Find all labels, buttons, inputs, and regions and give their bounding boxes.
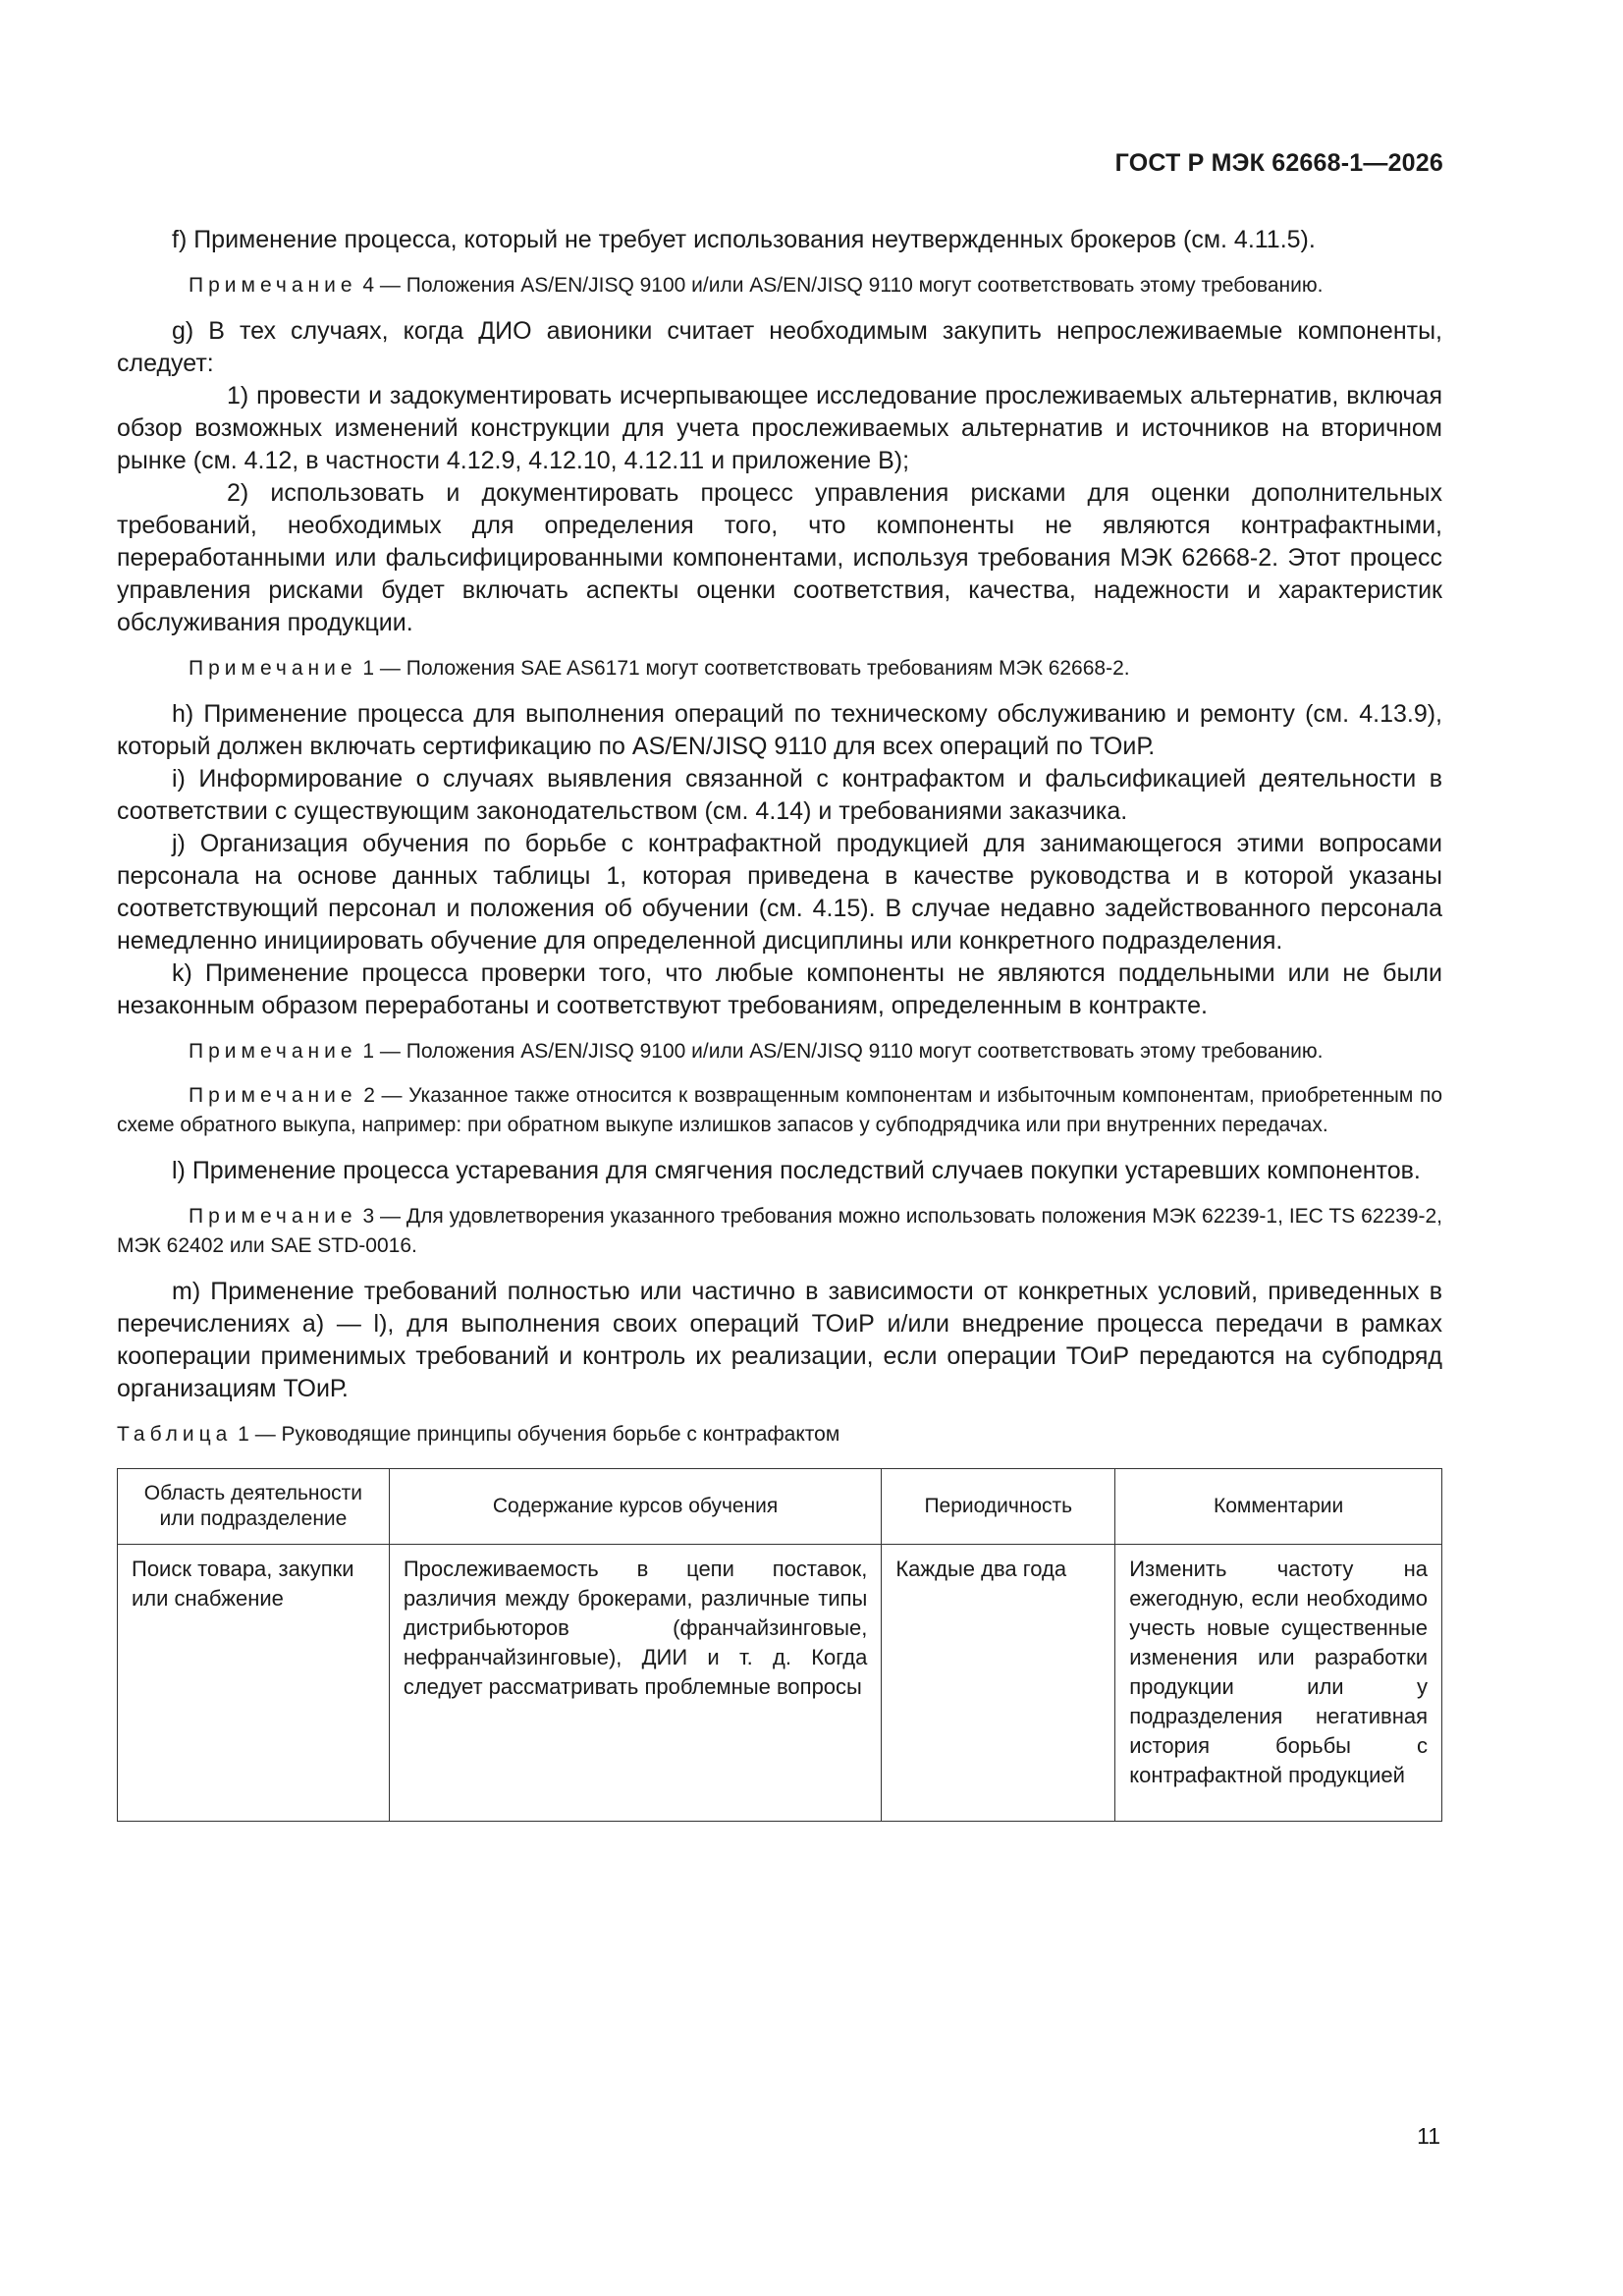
note-k-2 xyxy=(117,1081,1442,1140)
table-cell-content: Прослеживаемость в цепи поставок, различия между брокерами, различные типы дистрибьюторов (франчайзинговые, нефранчайзинговые), ДИИ и т. д. Когда следует рассматривать проблемные вопросы xyxy=(389,1545,882,1822)
item-f: f) Применение процесса, который не требует использования неутвержденных брокеров (см. 4.11.5). xyxy=(172,226,1316,253)
note-k-1 xyxy=(117,1037,1442,1066)
table-cell-frequency: Каждые два года xyxy=(882,1545,1115,1822)
table-caption xyxy=(117,1423,1442,1447)
table-cell-comments: Изменить частоту на ежегодную, если необходимо учесть новые существенные изменения или разработки продукции или у подразделения негативная история борьбы с контрафактной продукцией xyxy=(1115,1545,1442,1822)
document-header-id: ГОСТ Р МЭК 62668-1—2026 xyxy=(1114,149,1443,177)
item-g-1: 1) провести и задокументировать исчерпывающее исследование прослеживаемых альтернатив, включая обзор возможных изменений конструкции для учета прослеживаемых альтернатив и источников на вторичном рынке (см. 4.12, в частности 4.12.9, 4.12.10, 4.12.11 и приложение В); xyxy=(117,382,1442,474)
item-k: k) Применение процесса проверки того, что любые компоненты не являются поддельными или не были незаконным образом переработаны и соответствуют требованиям, определенным в контракте. xyxy=(117,959,1442,1019)
item-j: j) Организация обучения по борьбе с контрафактной продукцией для занимающегося этими вопросами персонала на основе данных таблицы 1, которая приведена в качестве руководства и в которой указаны соответствующий персонал и положения об обучении (см. 4.15). В случае недавно задействованного персонала немедленно инициировать обучение для определенной дисциплины или конкретного подразделения. xyxy=(117,830,1442,955)
table-header-row xyxy=(118,1469,1442,1545)
column-header: Содержание курсов обучения xyxy=(389,1469,882,1545)
column-header: Периодичность xyxy=(882,1469,1115,1545)
page-body xyxy=(117,224,1442,1822)
item-i: i) Информирование о случаях выявления связанной с контрафактом и фальсификацией деятельности в соответствии с существующим законодательством (см. 4.14) и требованиями заказчика. xyxy=(117,765,1442,825)
note-f xyxy=(117,271,1442,301)
note-text: 4 — Положения AS/EN/JISQ 9100 и/или AS/EN/JISQ 9110 могут соответствовать этому требованию. xyxy=(356,274,1324,297)
note-text: 2 — Указанное также относится к возвращенным компонентам и избыточным компонентам, приобретенным по схеме обратного выкупа, например: при обратном выкупе излишков запасов у субподрядчика или при внутренних передачах. xyxy=(117,1084,1442,1136)
item-g: g) В тех случаях, когда ДИО авионики считает необходимым закупить непрослеживаемые компоненты, следует: xyxy=(117,317,1442,377)
training-table xyxy=(117,1468,1442,1822)
table-cell-area: Поиск товара, закупки или снабжение xyxy=(118,1545,390,1822)
note-label: Примечание xyxy=(189,1205,357,1228)
note-label: Примечание xyxy=(189,657,357,680)
note-g xyxy=(117,654,1442,683)
item-h: h) Применение процесса для выполнения операций по техническому обслуживанию и ремонту (см. 4.13.9), который должен включать сертификацию по AS/EN/JISQ 9110 для всех операций по ТОиР. xyxy=(117,700,1442,760)
note-text: 3 — Для удовлетворения указанного требования можно использовать положения МЭК 62239-1, IEC TS 62239-2, МЭК 62402 или SAE STD-0016. xyxy=(117,1205,1442,1257)
note-label: Примечание xyxy=(189,1084,357,1107)
item-g-2: 2) использовать и документировать процесс управления рисками для оценки дополнительных требований, необходимых для определения того, что компоненты не являются контрафактными, переработанными или фальсифицированными компонентами, используя требования МЭК 62668-2. Этот процесс управления рисками будет включать аспекты оценки соответствия, качества, надежности и характеристик обслуживания продукции. xyxy=(117,479,1442,636)
column-header: Область деятельности или подразделение xyxy=(118,1469,390,1545)
item-l: l) Применение процесса устаревания для смягчения последствий случаев покупки устаревших компонентов. xyxy=(172,1157,1421,1184)
table-caption-text: 1 — Руководящие принципы обучения борьбе с контрафактом xyxy=(232,1423,840,1446)
page-number: 11 xyxy=(1417,2123,1440,2149)
note-label: Примечание xyxy=(189,274,357,297)
table-row xyxy=(118,1545,1442,1822)
note-text: 1 — Положения AS/EN/JISQ 9100 и/или AS/EN/JISQ 9110 могут соответствовать этому требованию. xyxy=(356,1040,1324,1063)
note-l xyxy=(117,1202,1442,1261)
note-label: Примечание xyxy=(189,1040,357,1063)
table-caption-label: Таблица xyxy=(117,1423,233,1446)
note-text: 1 — Положения SAE AS6171 могут соответствовать требованиям МЭК 62668-2. xyxy=(356,657,1130,680)
item-m: m) Применение требований полностью или частично в зависимости от конкретных условий, приведенных в перечислениях a) — l), для выполнения своих операций ТОиР и/или внедрение процесса передачи в рамках кооперации применимых требований и контроль их реализации, если операции ТОиР передаются на субподряд организациям ТОиР. xyxy=(117,1278,1442,1402)
column-header: Комментарии xyxy=(1115,1469,1442,1545)
